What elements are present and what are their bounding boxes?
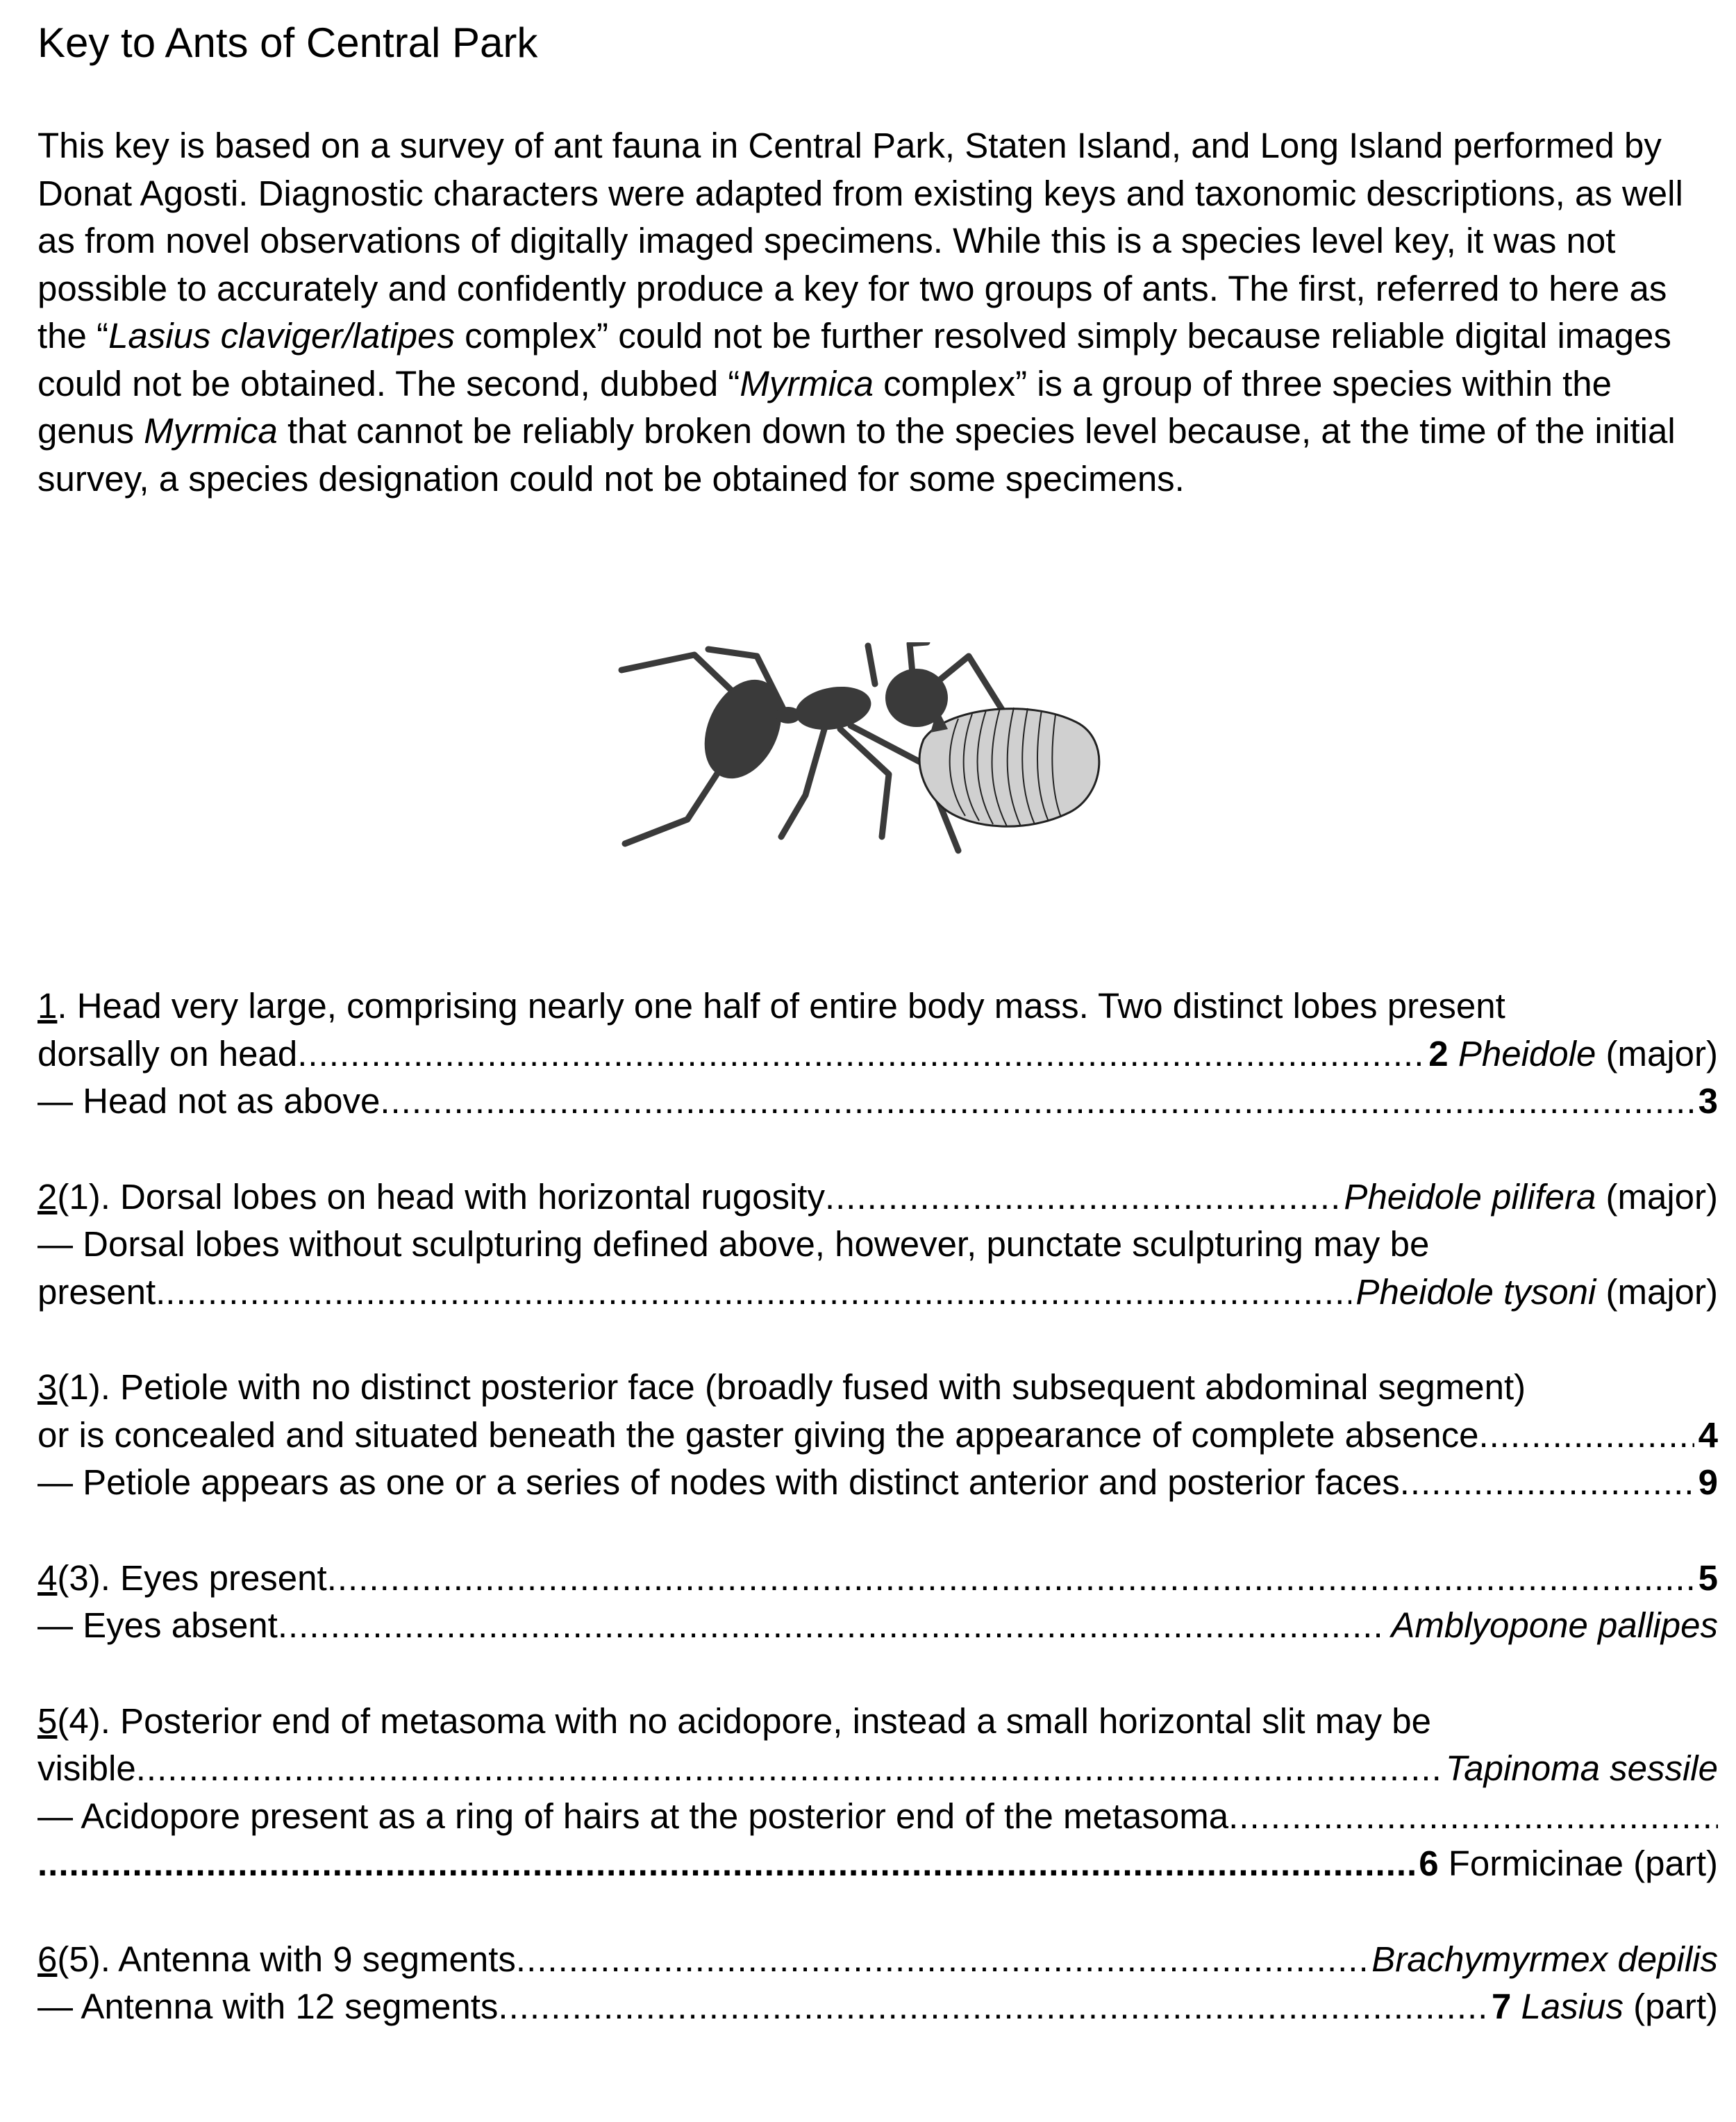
couplet-1-lead-a-line-2 <box>37 1030 1718 1078</box>
lead-text: — Dorsal lobes without sculpturing defined above, however, punctate sculpturing may be <box>37 1224 1430 1264</box>
lead-text: Antenna with 9 segments <box>118 1939 516 1979</box>
intro-text-3: complex” is a group of three species within the genus <box>37 363 1612 451</box>
intro-text-2: complex” could not be further resolved simply because reliable digital images could not be obtained. The second, dubbed “ <box>37 316 1671 403</box>
intro-taxon-myrmica-2: Myrmica <box>144 411 278 451</box>
intro-taxon-lasius: Lasius claviger/latipes <box>108 316 455 356</box>
couplet-5-lead-a-line-2 <box>37 1745 1718 1793</box>
leader-dots <box>825 1173 1339 1221</box>
result-couplet-number: 3 <box>1698 1081 1718 1121</box>
couplet-4 <box>37 1555 1718 1650</box>
couplet-number[interactable]: 4 <box>37 1557 58 1598</box>
leader-dots <box>136 1745 1442 1793</box>
leader-dots <box>278 1602 1387 1650</box>
leader-dots <box>1228 1793 1718 1841</box>
couplet-2-lead-a <box>37 1173 1718 1221</box>
lead-text: or is concealed and situated beneath the gaster giving the appearance of complete absence <box>37 1414 1479 1455</box>
couplet-1-lead-a-line-1 <box>37 983 1718 1030</box>
result-note: Formicinae (part) <box>1438 1844 1718 1883</box>
result-couplet-number: 2 <box>1428 1033 1449 1073</box>
lead-text: present. <box>37 1271 166 1312</box>
result-couplet-number: 9 <box>1698 1462 1718 1502</box>
leader-dots <box>1400 1459 1694 1507</box>
lead-text: — Eyes absent <box>37 1605 278 1645</box>
couplet-ref: (4). <box>57 1701 121 1741</box>
couplet-2-lead-b-line-2 <box>37 1269 1718 1317</box>
lead-text: — Acidopore present as a ring of hairs at the posterior end of the metasoma <box>37 1796 1229 1836</box>
ant-carrying-larva-icon <box>597 642 1153 892</box>
lead-result <box>1339 1173 1718 1221</box>
result-taxon: Lasius <box>1521 1987 1624 2026</box>
result-note: (major) <box>1596 1176 1718 1217</box>
leader-dots <box>37 1840 1414 1888</box>
lead-text: Petiole with no distinct posterior face (broadly fused with subsequent abdominal segment) <box>120 1367 1526 1407</box>
couplet-6-lead-a <box>37 1936 1718 1984</box>
couplet-number[interactable]: 6 <box>37 1939 58 1979</box>
couplet-number[interactable]: 3 <box>37 1367 58 1407</box>
result-taxon: Pheidole pilifera <box>1344 1176 1596 1217</box>
leader-dots <box>165 1269 1351 1317</box>
lead-result <box>1424 1030 1718 1078</box>
couplet-5-lead-a-line-1 <box>37 1698 1718 1746</box>
lead-text: . Head very large, comprising nearly one half of entire body mass. Two distinct lobes present <box>57 986 1505 1026</box>
leader-dots <box>1478 1412 1694 1460</box>
result-taxon: Tapinoma sessile <box>1445 1748 1718 1788</box>
page-title: Key to Ants of Central Park <box>37 19 538 66</box>
result-couplet-number: 5 <box>1698 1557 1718 1598</box>
couplet-1-lead-b <box>37 1078 1718 1126</box>
couplet-3-lead-a-line-2 <box>37 1412 1718 1460</box>
couplet-number[interactable]: 2 <box>37 1176 58 1217</box>
dichotomous-key <box>37 983 1718 2079</box>
leader-dots <box>297 1030 1424 1078</box>
result-taxon: Pheidole tysoni <box>1355 1271 1596 1312</box>
lead-text: — Head not as above <box>37 1081 381 1121</box>
couplet-6 <box>37 1936 1718 2031</box>
couplet-ref: (3). <box>57 1557 121 1598</box>
couplet-4-lead-b <box>37 1602 1718 1650</box>
result-taxon: Amblyopone pallipes <box>1391 1605 1718 1645</box>
couplet-ref: (5). <box>57 1939 119 1979</box>
couplet-3-lead-b <box>37 1459 1718 1507</box>
lead-text: visible <box>37 1748 136 1788</box>
leader-dots <box>498 1983 1487 2031</box>
couplet-5 <box>37 1698 1718 1888</box>
couplet-3-lead-a-line-1 <box>37 1364 1718 1412</box>
couplet-ref: (1). <box>57 1367 121 1407</box>
couplet-6-lead-b <box>37 1983 1718 2031</box>
leader-dots <box>380 1078 1694 1126</box>
result-taxon: Brachymyrmex depilis <box>1371 1939 1718 1979</box>
couplet-2-lead-b-line-1 <box>37 1221 1718 1269</box>
lead-result <box>1351 1269 1718 1317</box>
couplet-3 <box>37 1364 1718 1507</box>
intro-text-1: This key is based on a survey of ant fauna in Central Park, Staten Island, and Long Island performed by Donat Agosti. Diagnostic characters were adapted from existing keys and taxonomic descriptions, as well as from novel observations of digitally imaged specimens. While this is a species level key, it was not possible to accurately and confidently produce a key for two groups of ants. The first, referred to here as the “ <box>37 126 1683 356</box>
lead-text: dorsally on head <box>37 1033 298 1073</box>
couplet-number[interactable]: 5 <box>37 1701 58 1741</box>
couplet-1 <box>37 983 1718 1126</box>
couplet-5-lead-b-line-1 <box>37 1793 1718 1841</box>
couplet-ref: (1). <box>57 1176 121 1217</box>
result-note: (part) <box>1623 1987 1718 2026</box>
lead-text: Eyes present <box>120 1557 327 1598</box>
lead-text: Dorsal lobes on head with horizontal rugosity <box>120 1176 825 1217</box>
ant-illustration <box>597 642 1153 892</box>
leader-dots <box>516 1936 1367 1984</box>
lead-text: — Antenna with 12 segments <box>37 1987 499 2026</box>
intro-taxon-myrmica-1: Myrmica <box>740 363 874 403</box>
couplet-2 <box>37 1173 1718 1317</box>
result-note: (major) <box>1596 1033 1718 1073</box>
result-taxon: Pheidole <box>1458 1033 1596 1073</box>
lead-text: — Petiole appears as one or a series of nodes with distinct anterior and posterior faces <box>37 1462 1400 1502</box>
document-page <box>37 15 1718 503</box>
result-couplet-number: 7 <box>1492 1987 1512 2026</box>
lead-result <box>1487 1983 1718 2031</box>
lead-result <box>1414 1840 1718 1888</box>
intro-paragraph <box>37 122 1718 503</box>
larva <box>919 708 1099 826</box>
lead-text: Posterior end of metasoma with no acidopore, instead a small horizontal slit may be <box>120 1701 1431 1741</box>
result-couplet-number: 4 <box>1698 1414 1718 1455</box>
couplet-5-lead-b-line-2 <box>37 1840 1718 1888</box>
couplet-4-lead-a <box>37 1555 1718 1603</box>
result-note: (major) <box>1596 1271 1718 1312</box>
couplet-number[interactable]: 1 <box>37 986 58 1026</box>
leader-dots <box>327 1555 1694 1603</box>
intro-text-4: that cannot be reliably broken down to the species level because, at the time of the initial survey, a species designation could not be obtained for some specimens. <box>37 411 1676 499</box>
result-couplet-number: 6 <box>1419 1844 1439 1883</box>
